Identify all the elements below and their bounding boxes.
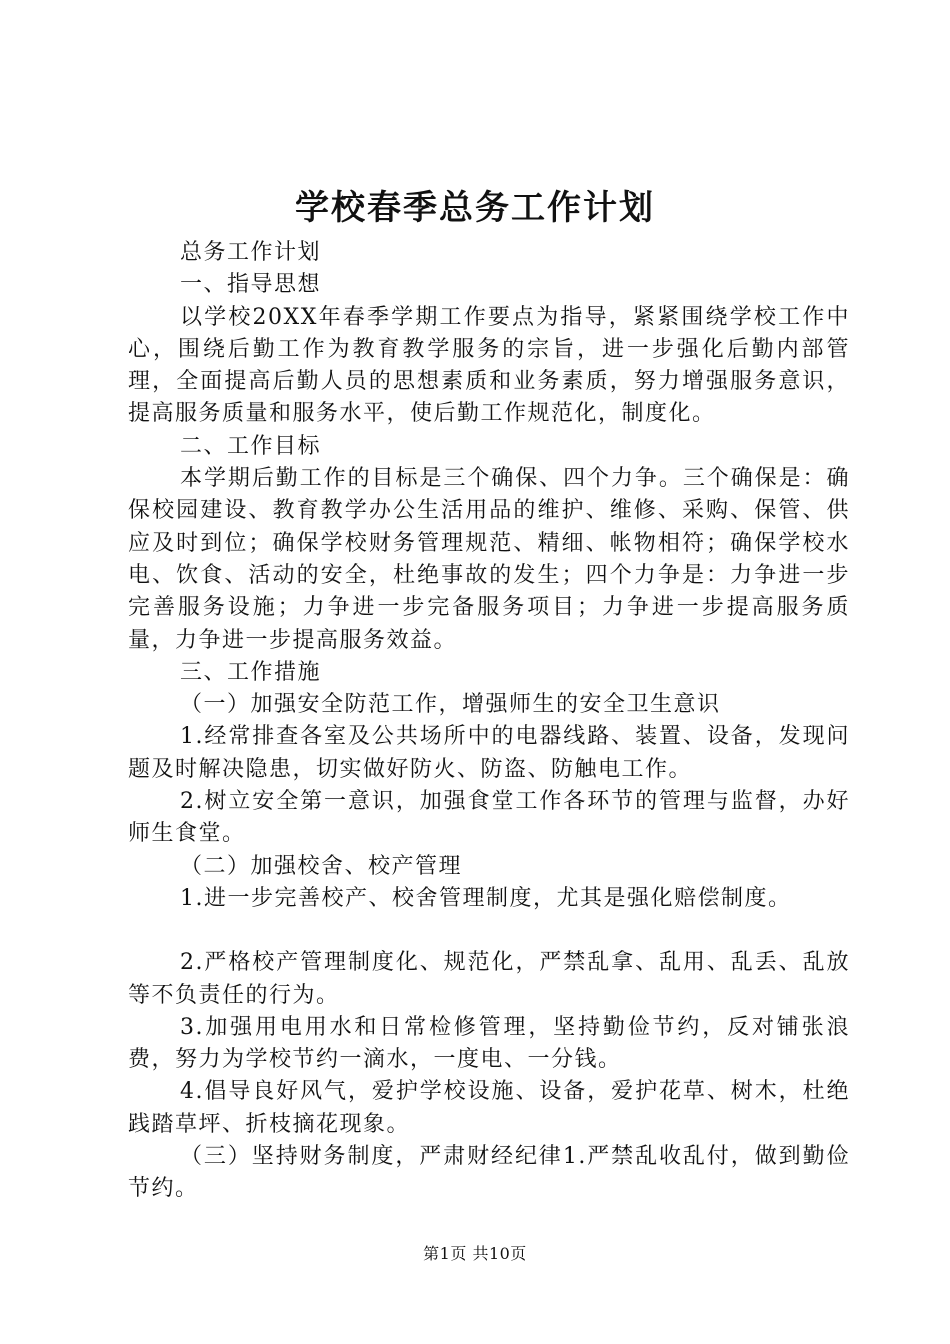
- heading-work-goals: 二、工作目标: [180, 433, 322, 459]
- subheading-safety: （一）加强安全防范工作，增强师生的安全卫生意识: [180, 692, 721, 718]
- paragraph-guiding-thought: 以学校20XX年春季学期工作要点为指导，紧紧围绕学校工作中心，围绕后勤工作为教育教学服务的宗旨，进一步强化后勤内部管理，全面提高后勤人员的思想素质和业务素质，努力增强服务意识，提高服务质量和服务水平，使后勤工作规范化，制度化。: [128, 304, 850, 427]
- heading-guiding-thought: 一、指导思想: [180, 272, 322, 298]
- paragraph-subtitle: 总务工作计划: [180, 240, 322, 265]
- paragraph-safety-1: 1.经常排查各室及公共场所中的电器线路、装置、设备，发现问题及时解决隐患，切实做好防火、防盗、防触电工作。: [128, 724, 850, 782]
- document-body: [128, 237, 850, 1206]
- document-title: 学校春季总务工作计划: [295, 188, 655, 228]
- heading-work-measures: 三、工作措施: [180, 659, 322, 685]
- paragraph-finance: （三）坚持财务制度，严肃财经纪律1.严禁乱收乱付，做到勤俭节约。: [128, 1144, 850, 1202]
- paragraph-property-4: 4.倡导良好风气，爱护学校设施、设备，爱护花草、树木，杜绝践踏草坪、折枝摘花现象。: [128, 1079, 850, 1137]
- subheading-property: （二）加强校舍、校产管理: [180, 853, 463, 879]
- paragraph-work-goals: 本学期后勤工作的目标是三个确保、四个力争。三个确保是：确保校园建设、教育教学办公生活用品的维护、维修、采购、保管、供应及时到位；确保学校财务管理规范、精细、帐物相符；确保学校水电、饮食、活动的安全，杜绝事故的发生；四个力争是：力争进一步完善服务设施；力争进一步完备服务项目；力争进一步提高服务质量，力争进一步提高服务效益。: [128, 466, 850, 653]
- paragraph-property-3: 3.加强用电用水和日常检修管理，坚持勤俭节约，反对铺张浪费，努力为学校节约一滴水，一度电、一分钱。: [128, 1014, 850, 1073]
- paragraph-property-1: 1.进一步完善校产、校舍管理制度，尤其是强化赔偿制度。: [180, 885, 792, 911]
- page-number: 第1页 共10页: [423, 1244, 527, 1263]
- paragraph-property-2: 2.严格校产管理制度化、规范化，严禁乱拿、乱用、乱丢、乱放等不负责任的行为。: [128, 950, 850, 1008]
- paragraph-safety-2: 2.树立安全第一意识，加强食堂工作各环节的管理与监督，办好师生食堂。: [128, 789, 850, 847]
